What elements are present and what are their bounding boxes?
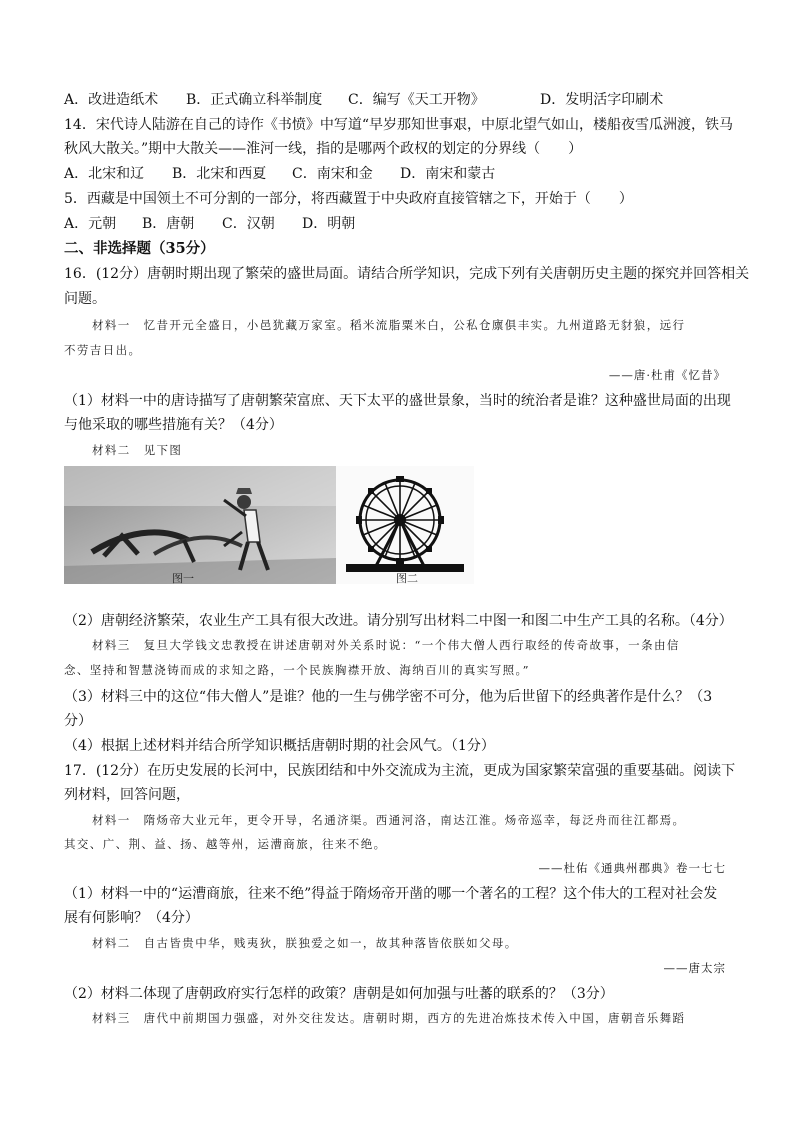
q14-option-c: C．南宋和金	[292, 166, 373, 182]
q17-question1-line2: 展有何影响？（4分）	[64, 910, 199, 926]
q14-option-a: A．北宋和辽	[64, 166, 145, 182]
q16-stem-line1: 16．(12分）唐朝时期出现了繁荣的盛世局面。请结合所学知识，完成下列有关唐朝历史主题的探究并回答相关	[64, 266, 750, 282]
q16-stem-line2: 问题。	[64, 291, 106, 307]
q17-material3-line1: 材料三 唐代中前期国力强盛，对外交往发达。唐朝时期，西方的先进冶炼技术传入中国，唐朝音乐舞蹈	[92, 1011, 686, 1025]
q16-question3-line1: （3）材料三中的这位“伟大僧人”是谁？他的一生与佛学密不可分，他为后世留下的经典著作是什么？（3	[64, 689, 713, 705]
q14-option-b: B．北宋和西夏	[172, 166, 267, 182]
q17-material1-line1: 材料一 隋炀帝大业元年，更令开导，名通济渠。西通河洛，南达江淮。炀帝巡幸，每泛舟而往江都焉。	[92, 813, 686, 827]
q15-stem: 5．西藏是中国领土不可分割的一部分，将西藏置于中央政府直接管辖之下，开始于（ ）	[64, 191, 633, 207]
q16-material3-line1: 材料三 复旦大学钱文忠教授在讲述唐朝对外关系时说：“一个伟大僧人西行取经的传奇故事，一条由信	[92, 638, 680, 652]
figure-plough-image	[64, 466, 336, 584]
q17-question2: （2）材料二体现了唐朝政府实行怎样的政策？唐朝是如何加强与吐蕃的联系的？（3分）	[64, 986, 614, 1002]
q14-stem-line2: 秋风大散关。”期中大散关——淮河一线，指的是哪两个政权的划定的分界线（ ）	[64, 141, 583, 157]
q17-stem-line2: 列材料，回答问题，	[64, 787, 190, 803]
q15-option-b: B．唐朝	[142, 216, 195, 232]
q13-option-d: D．发明活字印刷术	[540, 92, 664, 108]
q17-material2: 材料二 自古皆贵中华，贱夷狄，朕独爱之如一，故其种落皆依朕如父母。	[92, 936, 518, 950]
q16-material1-line1: 材料一 忆昔开元全盛日，小邑犹藏万家室。稻米流脂粟米白，公私仓廪俱丰实。九州道路无豺狼，远行	[92, 318, 686, 332]
q15-option-c: C．汉朝	[222, 216, 275, 232]
q15-option-a: A．元朝	[64, 216, 117, 232]
q17-question1-line1: （1）材料一中的“运漕商旅，往来不绝”得益于隋炀帝开凿的哪一个著名的工程？这个伟大的工程对社会发	[64, 886, 718, 902]
q17-stem-line1: 17．(12分）在历史发展的长河中，民族团结和中外交流成为主流，更成为国家繁荣富强的重要基础。阅读下	[64, 763, 736, 779]
q15-option-d: D．明朝	[302, 216, 356, 232]
q16-question1-line1: （1）材料一中的唐诗描写了唐朝繁荣富庶、天下太平的盛世景象，当时的统治者是谁？这种盛世局面的出现	[64, 393, 731, 409]
q14-stem-line1: 14．宋代诗人陆游在自己的诗作《书愤》中写道“早岁那知世事艰，中原北望气如山，楼船夜雪瓜洲渡，铁马	[64, 117, 733, 133]
q16-material3-line2: 念、坚持和智慧浇铸而成的求知之路，一个民族胸襟开放、海纳百川的真实写照。”	[64, 663, 530, 677]
q16-material1-source: ——唐·杜甫《忆昔》	[608, 368, 726, 382]
q16-question3-line2: 分）	[64, 713, 92, 729]
plough-drawing	[64, 466, 336, 584]
q14-option-d: D．南宋和蒙古	[400, 166, 496, 182]
waterwheel-drawing	[336, 466, 474, 584]
q13-option-c: C．编写《天工开物》	[348, 92, 485, 108]
q16-material2-label: 材料二 见下图	[92, 443, 183, 457]
q17-material1-line2: 其交、广、荆、益、扬、越等州，运漕商旅，往来不绝。	[64, 837, 387, 851]
q16-question1-line2: 与他采取的哪些措施有关？（4分）	[64, 417, 283, 433]
figure2-caption: 图二	[396, 572, 418, 584]
q16-material1-line2: 不劳吉日出。	[64, 343, 142, 357]
q17-material1-source: ——杜佑《通典州郡典》卷一七七	[538, 861, 726, 875]
q16-question2: （2）唐朝经济繁荣，农业生产工具有很大改进。请分别写出材料二中图一和图二中生产工具的名称。（4分）	[64, 613, 733, 629]
q13-option-b: B．正式确立科举制度	[186, 92, 323, 108]
q13-option-a: A．改进造纸术	[64, 92, 159, 108]
q17-material2-source: ——唐太宗	[663, 961, 726, 975]
figure-waterwheel-image	[336, 466, 474, 584]
figure1-caption: 图一	[172, 572, 194, 584]
q16-question4: （4）根据上述材料并结合所学知识概括唐朝时期的社会风气。（1分）	[64, 738, 495, 754]
section-heading: 二、非选择题（35分）	[64, 240, 215, 257]
